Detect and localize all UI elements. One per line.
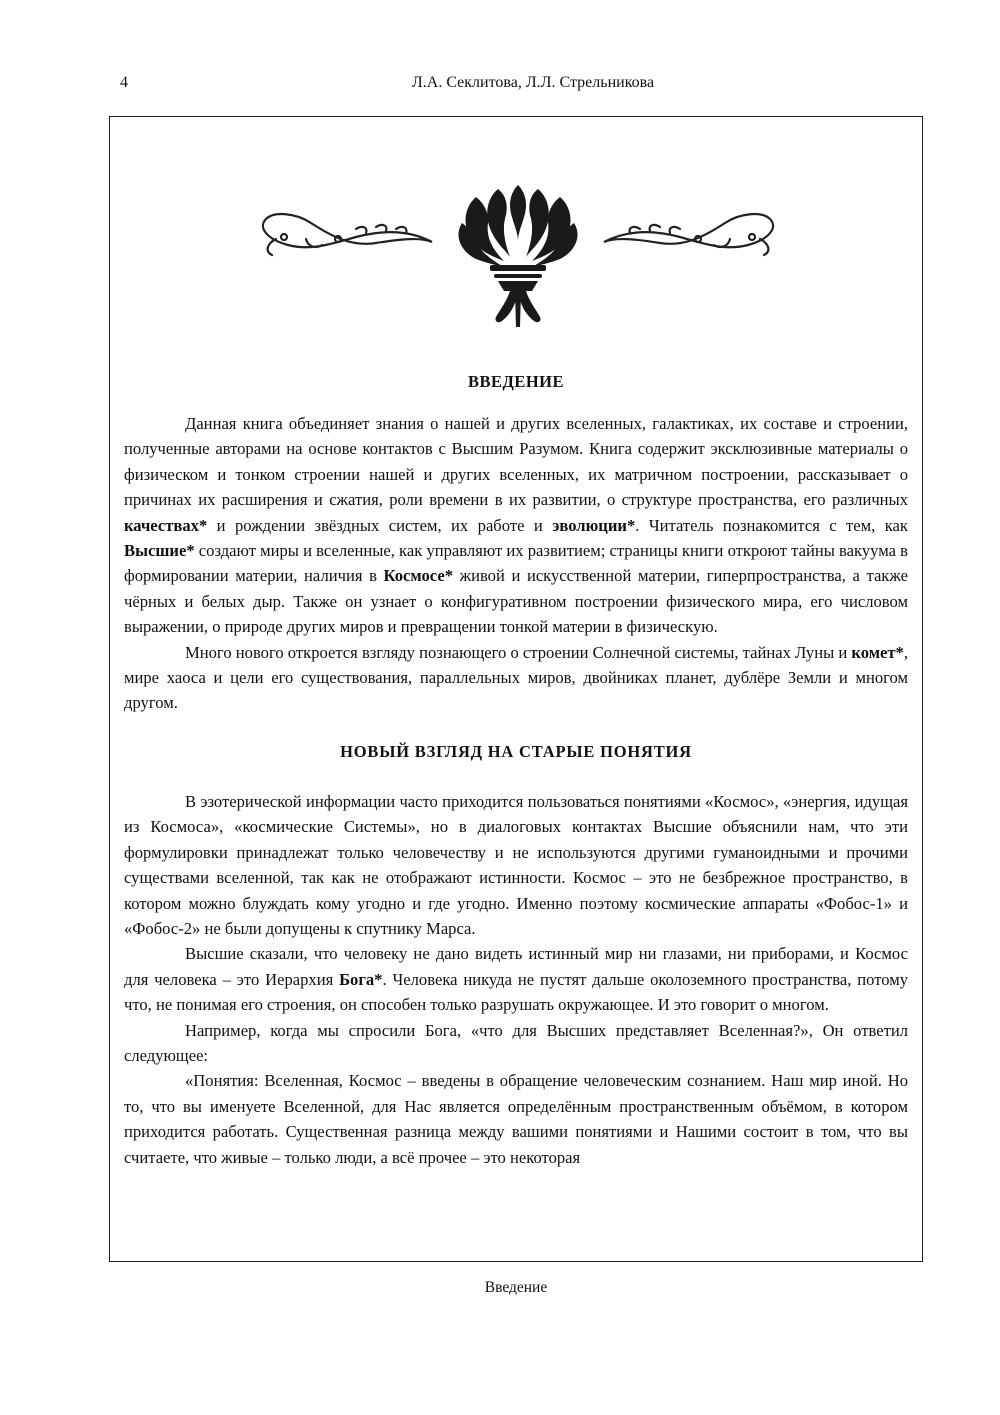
glossary-term: Высшие* bbox=[124, 541, 195, 561]
paragraph: Высшие сказали, что человеку не дано видеть истинный мир ни глазами, ни приборами, и Космос для человека – это Иерархия Бога*. Человека никуда не пустят дальше околоземного пространства, потому что, не понимая его строения, он способен только разрушать окружающее. И это говорит о многом. bbox=[124, 944, 908, 1015]
paragraph: Например, когда мы спросили Бога, «что для Высших представляет Вселенная?», Он ответил следующее: bbox=[124, 1020, 908, 1065]
running-footer-chapter: Введение bbox=[484, 1279, 548, 1296]
section-title-intro: ВВЕДЕНИЕ bbox=[467, 372, 565, 391]
text-frame bbox=[109, 116, 923, 1262]
paragraph: «Понятия: Вселенная, Космос – введены в обращение человеческим сознанием. Наш мир иной. Но то, что вы именуете Вселенной, для Нас является определённым пространственным объёмом, в котором приходится работать. Существенная разница между вашими понятиями и Нашими состоит в том, что вы считаете, что живые – только люди, а всё прочее – это некоторая bbox=[124, 1071, 908, 1167]
main-content bbox=[124, 372, 908, 1170]
glossary-term: Бога* bbox=[339, 969, 383, 989]
fleuron-ornament-icon bbox=[236, 179, 800, 334]
glossary-term: эволюции* bbox=[552, 515, 636, 535]
glossary-term: Космосе* bbox=[383, 566, 453, 586]
glossary-term: комет* bbox=[851, 642, 904, 662]
running-head-authors: Л.А. Секлитова, Л.Л. Стрельникова bbox=[411, 74, 655, 91]
paragraph: Данная книга объединяет знания о нашей и других вселенных, галактиках, их составе и строении, полученные авторами на основе контактов с Высшим Разумом. Книга содержит эксклюзивные материалы о физическом и тонком строении нашей и других вселенных, их матричном построении, рассказывает о причинах их расширения и сжатия, роли времени в их развитии, о структуре пространства, его различных качествах* и рождении звёздных систем, их работе и эволюции*. Читатель познакомится с тем, как Высшие* создают миры и вселенные, как управляют их развитием; страницы книги откроют тайны вакуума в формировании материи, наличия в Космосе* живой и искусственной материи, гиперпространства, а также чёрных и белых дыр. Также он узнает о конфигуративном построении физического мира, его числовом выражении, о природе других миров и превращении тонкой материи в физическую. bbox=[124, 414, 908, 637]
section-title-new-view: НОВЫЙ ВЗГЛЯД НА СТАРЫЕ ПОНЯТИЯ bbox=[340, 741, 692, 761]
paragraph: В эзотерической информации часто приходится пользоваться понятиями «Космос», «энергия, идущая из Космоса», «космические Системы», но в диалоговых контактах Высшие объяснили нам, что эти формулировки принадлежат только человечеству и не используются другими гуманоидными и прочими существами вселенной, так как не отображают истинности. Космос – это не безбрежное пространство, в котором можно блуждать кому угодно и где угодно. Именно поэтому космические аппараты «Фобос-1» и «Фобос-2» не были допущены к спутнику Марса. bbox=[124, 791, 908, 938]
page-number: 4 bbox=[120, 74, 128, 91]
glossary-term: качествах* bbox=[124, 515, 208, 535]
paragraph: Много нового откроется взгляду познающего о строении Солнечной системы, тайнах Луны и комет*, мире хаоса и цели его существования, параллельных миров, двойниках планет, дублёре Земли и многом другом. bbox=[124, 642, 909, 713]
